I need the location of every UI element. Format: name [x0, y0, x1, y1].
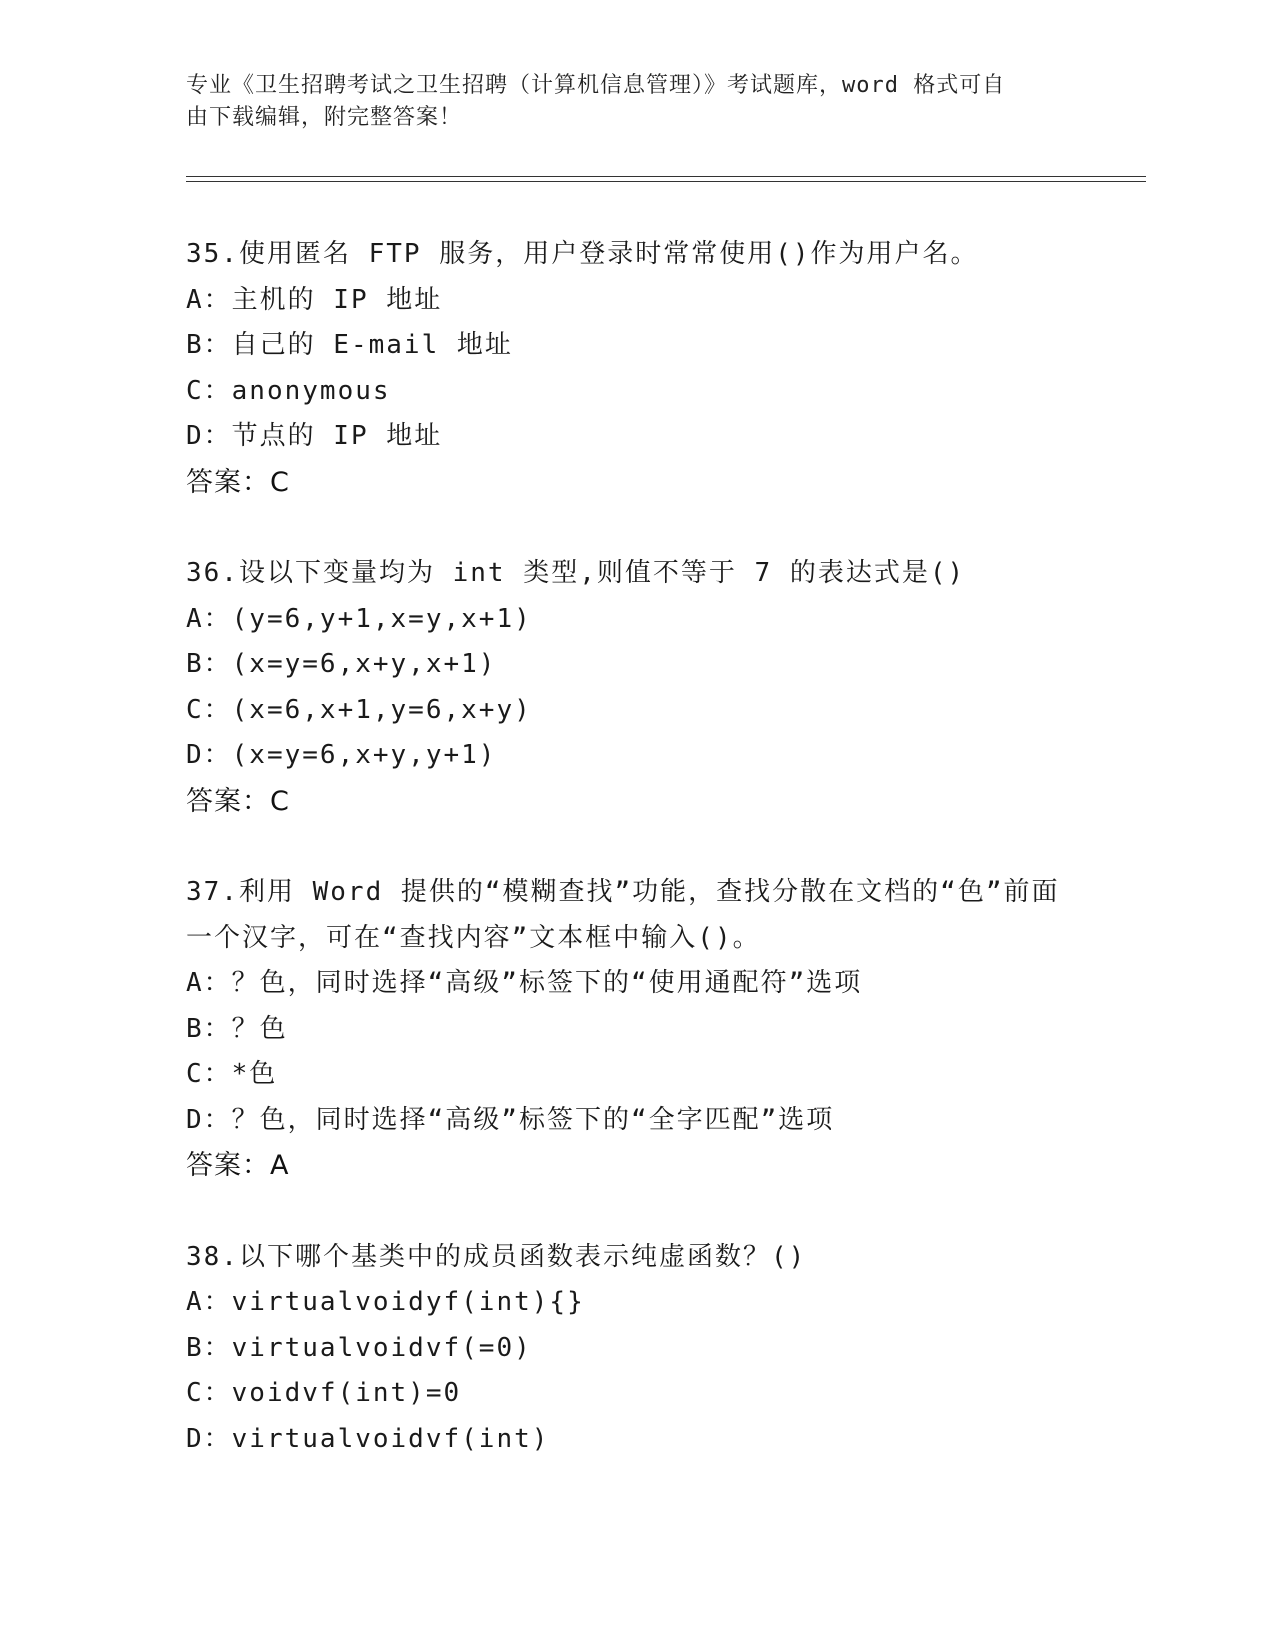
- option-b: B：自己的 E-mail 地址: [186, 330, 513, 360]
- question-list: [186, 232, 1086, 1508]
- option-c: C：anonymous: [186, 375, 391, 406]
- question-37: [186, 870, 1086, 1189]
- option-d: D：节点的 IP 地址: [186, 421, 443, 451]
- option-c: C：(x=6,x+1,y=6,x+y): [186, 694, 532, 725]
- option-a: A：(y=6,y+1,x=y,x+1): [186, 603, 532, 634]
- header-line-2: 由下载编辑，附完整答案！: [186, 105, 463, 130]
- option-a: A：主机的 IP 地址: [186, 284, 443, 315]
- question-35: [186, 232, 1086, 505]
- document-header: [186, 70, 1066, 134]
- option-b: B：virtualvoidvf(=0): [186, 1332, 532, 1363]
- option-b: B：？色: [186, 1013, 288, 1044]
- question-text: 36.设以下变量均为 int 类型,则值不等于 7 的表达式是(): [186, 558, 966, 588]
- header-line-1: 专业《卫生招聘考试之卫生招聘（计算机信息管理）》考试题库，word 格式可自: [186, 73, 1006, 98]
- answer-line: 答案：C: [186, 466, 290, 498]
- option-b: B：(x=y=6,x+y,x+1): [186, 649, 497, 679]
- header-double-rule: [186, 176, 1146, 182]
- answer-line: 答案：A: [186, 1150, 290, 1181]
- option-d: D：(x=y=6,x+y,y+1): [186, 740, 497, 770]
- question-text: 35.使用匿名 FTP 服务，用户登录时常常使用()作为用户名。: [186, 239, 979, 269]
- option-c: C：voidvf(int)=0: [186, 1378, 462, 1408]
- option-a: A：？色，同时选择“高级”标签下的“使用通配符”选项: [186, 968, 863, 998]
- option-c: C：*色: [186, 1059, 278, 1089]
- question-36: [186, 551, 1086, 824]
- answer-line: 答案：C: [186, 785, 290, 817]
- question-38: [186, 1235, 1086, 1463]
- question-text: 37.利用 Word 提供的“模糊查找”功能，查找分散在文档的“色”前面一个汉字，可在“查找内容”文本框中输入()。: [186, 877, 1060, 953]
- option-d: D：？色，同时选择“高级”标签下的“全字匹配”选项: [186, 1104, 835, 1135]
- question-text: 38.以下哪个基类中的成员函数表示纯虚函数？(): [186, 1241, 807, 1272]
- option-d: D：virtualvoidvf(int): [186, 1423, 550, 1454]
- option-a: A：virtualvoidyf(int){}: [186, 1287, 585, 1317]
